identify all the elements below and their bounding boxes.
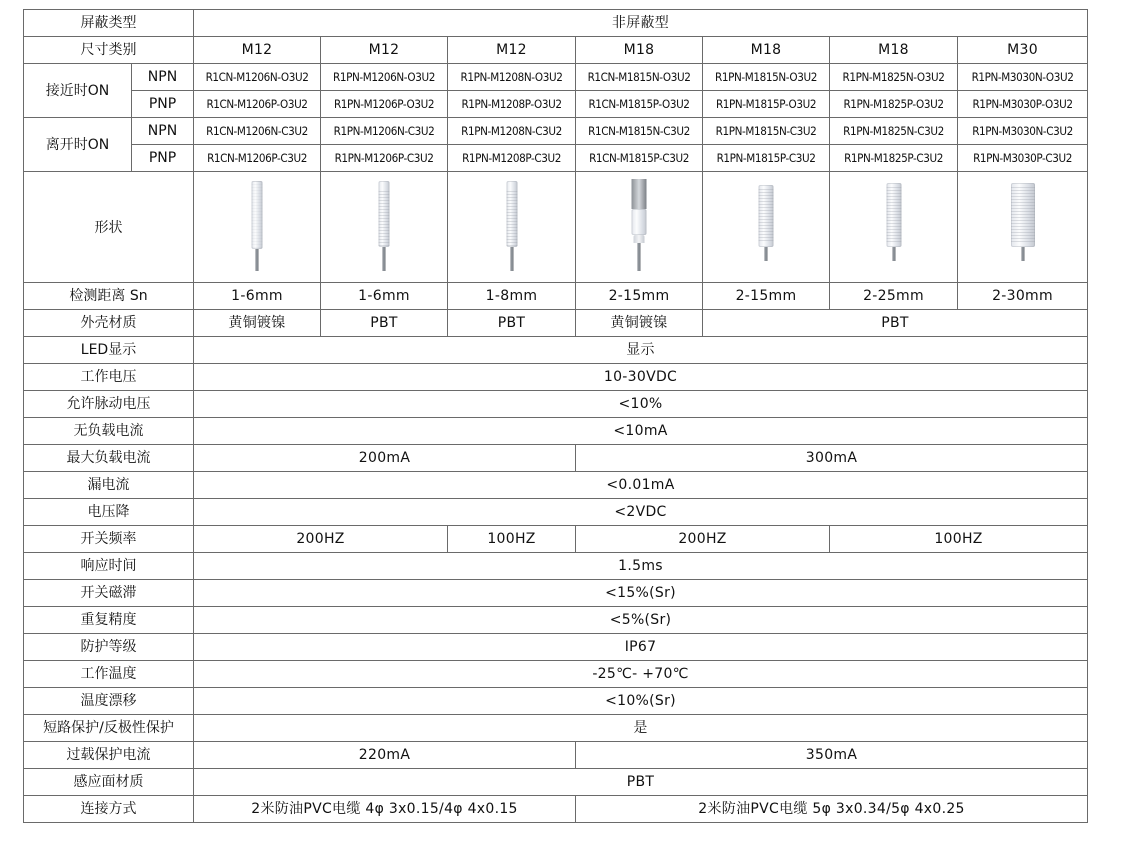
cell-size: M12	[194, 37, 321, 64]
row-distance	[24, 283, 1088, 310]
cell-value: 350mA	[576, 742, 1088, 769]
row-repeatability	[24, 607, 1088, 634]
cell-value: <10mA	[194, 418, 1088, 445]
row-protection	[24, 634, 1088, 661]
cell-distance: 1-6mm	[321, 283, 448, 310]
row-voltage	[24, 364, 1088, 391]
model-code: R1CN-M1206N-C3U2	[194, 118, 321, 145]
row-shield-type	[24, 10, 1088, 37]
cell-size: M12	[448, 37, 576, 64]
spec-table	[23, 9, 1088, 823]
row-leave-npn	[24, 118, 1088, 145]
row-label: 工作电压	[24, 364, 194, 391]
row-leakage	[24, 472, 1088, 499]
model-code: R1PN-M1208N-O3U2	[448, 64, 576, 91]
row-label: 短路保护/反极性保护	[24, 715, 194, 742]
model-code: R1PN-M1815N-O3U2	[703, 64, 830, 91]
row-label: 屏蔽类型	[24, 10, 194, 37]
sub-label: NPN	[132, 64, 194, 91]
cell-distance: 2-30mm	[958, 283, 1088, 310]
cell-value: <10%(Sr)	[194, 688, 1088, 715]
sensor-m18-pbt-icon	[874, 175, 914, 275]
cell-distance: 2-15mm	[703, 283, 830, 310]
model-code: R1CN-M1815P-C3U2	[576, 145, 703, 172]
row-label: 防护等级	[24, 634, 194, 661]
model-code: R1PN-M3030P-C3U2	[958, 145, 1088, 172]
model-code: R1CN-M1815P-O3U2	[576, 91, 703, 118]
shape-cell	[321, 172, 448, 283]
row-voltage-drop	[24, 499, 1088, 526]
model-code: R1PN-M1815P-C3U2	[703, 145, 830, 172]
row-label: 温度漂移	[24, 688, 194, 715]
model-code: R1CN-M1815N-O3U2	[576, 64, 703, 91]
row-label: 连接方式	[24, 796, 194, 823]
cell-value: 200mA	[194, 445, 576, 472]
cell-value: 非屏蔽型	[194, 10, 1088, 37]
cell-housing: 黄铜镀镍	[576, 310, 703, 337]
row-label: 允许脉动电压	[24, 391, 194, 418]
row-no-load-current	[24, 418, 1088, 445]
shape-cell	[830, 172, 958, 283]
cell-value: <0.01mA	[194, 472, 1088, 499]
cell-value: 2米防油PVC电缆 5φ 3x0.34/5φ 4x0.25	[576, 796, 1088, 823]
cell-housing: PBT	[703, 310, 1088, 337]
cell-size: M30	[958, 37, 1088, 64]
model-code: R1PN-M1206P-C3U2	[321, 145, 448, 172]
cell-value: <2VDC	[194, 499, 1088, 526]
model-code: R1PN-M1825N-O3U2	[830, 64, 958, 91]
cell-value: 300mA	[576, 445, 1088, 472]
cell-value: <15%(Sr)	[194, 580, 1088, 607]
row-approach-npn	[24, 64, 1088, 91]
row-hysteresis	[24, 580, 1088, 607]
cell-value: -25℃- +70℃	[194, 661, 1088, 688]
cell-value: <10%	[194, 391, 1088, 418]
row-sensing-face	[24, 769, 1088, 796]
row-leave-pnp	[24, 145, 1088, 172]
shape-cell	[194, 172, 321, 283]
row-overload	[24, 742, 1088, 769]
cell-value: 220mA	[194, 742, 576, 769]
cell-distance: 2-15mm	[576, 283, 703, 310]
row-connection	[24, 796, 1088, 823]
shape-cell	[703, 172, 830, 283]
row-label: 重复精度	[24, 607, 194, 634]
model-code: R1PN-M1825P-O3U2	[830, 91, 958, 118]
row-label: 响应时间	[24, 553, 194, 580]
row-label: 最大负载电流	[24, 445, 194, 472]
model-code: R1CN-M1206P-C3U2	[194, 145, 321, 172]
sensor-m18-pbt-icon	[746, 175, 786, 275]
model-code: R1CN-M1206N-O3U2	[194, 64, 321, 91]
shape-cell	[958, 172, 1088, 283]
cell-value: 2米防油PVC电缆 4φ 3x0.15/4φ 4x0.15	[194, 796, 576, 823]
cell-size: M18	[576, 37, 703, 64]
row-label: 离开时ON	[24, 118, 132, 172]
model-code: R1CN-M1206P-O3U2	[194, 91, 321, 118]
row-label: 工作温度	[24, 661, 194, 688]
row-size-category	[24, 37, 1088, 64]
cell-distance: 1-6mm	[194, 283, 321, 310]
row-short-circuit	[24, 715, 1088, 742]
row-label: 过载保护电流	[24, 742, 194, 769]
row-approach-pnp	[24, 91, 1088, 118]
cell-housing: PBT	[448, 310, 576, 337]
shape-cell	[576, 172, 703, 283]
row-label: 开关频率	[24, 526, 194, 553]
model-code: R1PN-M1208P-O3U2	[448, 91, 576, 118]
model-code: R1PN-M1815N-C3U2	[703, 118, 830, 145]
cell-value: 是	[194, 715, 1088, 742]
sub-label: PNP	[132, 145, 194, 172]
row-ripple	[24, 391, 1088, 418]
cell-size: M18	[830, 37, 958, 64]
row-led	[24, 337, 1088, 364]
shape-cell	[448, 172, 576, 283]
row-temp-drift	[24, 688, 1088, 715]
cell-value: PBT	[194, 769, 1088, 796]
sensor-m12-pbt-icon	[364, 175, 404, 275]
model-code: R1PN-M1825P-C3U2	[830, 145, 958, 172]
row-temperature	[24, 661, 1088, 688]
row-label: 电压降	[24, 499, 194, 526]
model-code: R1PN-M3030N-O3U2	[958, 64, 1088, 91]
model-code: R1CN-M1815N-C3U2	[576, 118, 703, 145]
row-max-load-current	[24, 445, 1088, 472]
sensor-m12-brass-icon	[237, 175, 277, 275]
sub-label: PNP	[132, 91, 194, 118]
row-label: 检测距离 Sn	[24, 283, 194, 310]
row-label: 开关磁滞	[24, 580, 194, 607]
cell-value: IP67	[194, 634, 1088, 661]
model-code: R1PN-M3030P-O3U2	[958, 91, 1088, 118]
row-label: 感应面材质	[24, 769, 194, 796]
sub-label: NPN	[132, 118, 194, 145]
row-frequency	[24, 526, 1088, 553]
cell-value: <5%(Sr)	[194, 607, 1088, 634]
cell-value: 10-30VDC	[194, 364, 1088, 391]
row-response	[24, 553, 1088, 580]
model-code: R1PN-M1208P-C3U2	[448, 145, 576, 172]
row-label: 尺寸类别	[24, 37, 194, 64]
cell-value: 200HZ	[576, 526, 830, 553]
row-shape	[24, 172, 1088, 283]
row-label: 形状	[24, 172, 194, 283]
model-code: R1PN-M1815P-O3U2	[703, 91, 830, 118]
row-label: 漏电流	[24, 472, 194, 499]
cell-value: 100HZ	[830, 526, 1088, 553]
sensor-m12-pbt-icon	[492, 175, 532, 275]
cell-size: M18	[703, 37, 830, 64]
cell-distance: 1-8mm	[448, 283, 576, 310]
sensor-m30-pbt-icon	[1003, 175, 1043, 275]
sensor-m18-brass-icon	[619, 175, 659, 275]
cell-housing: PBT	[321, 310, 448, 337]
model-code: R1PN-M1206P-O3U2	[321, 91, 448, 118]
row-housing	[24, 310, 1088, 337]
row-label: LED显示	[24, 337, 194, 364]
cell-distance: 2-25mm	[830, 283, 958, 310]
row-label: 外壳材质	[24, 310, 194, 337]
cell-size: M12	[321, 37, 448, 64]
cell-value: 100HZ	[448, 526, 576, 553]
cell-housing: 黄铜镀镍	[194, 310, 321, 337]
model-code: R1PN-M3030N-C3U2	[958, 118, 1088, 145]
cell-value: 显示	[194, 337, 1088, 364]
model-code: R1PN-M1206N-C3U2	[321, 118, 448, 145]
model-code: R1PN-M1825N-C3U2	[830, 118, 958, 145]
model-code: R1PN-M1206N-O3U2	[321, 64, 448, 91]
row-label: 无负载电流	[24, 418, 194, 445]
cell-value: 200HZ	[194, 526, 448, 553]
cell-value: 1.5ms	[194, 553, 1088, 580]
row-label: 接近时ON	[24, 64, 132, 118]
model-code: R1PN-M1208N-C3U2	[448, 118, 576, 145]
